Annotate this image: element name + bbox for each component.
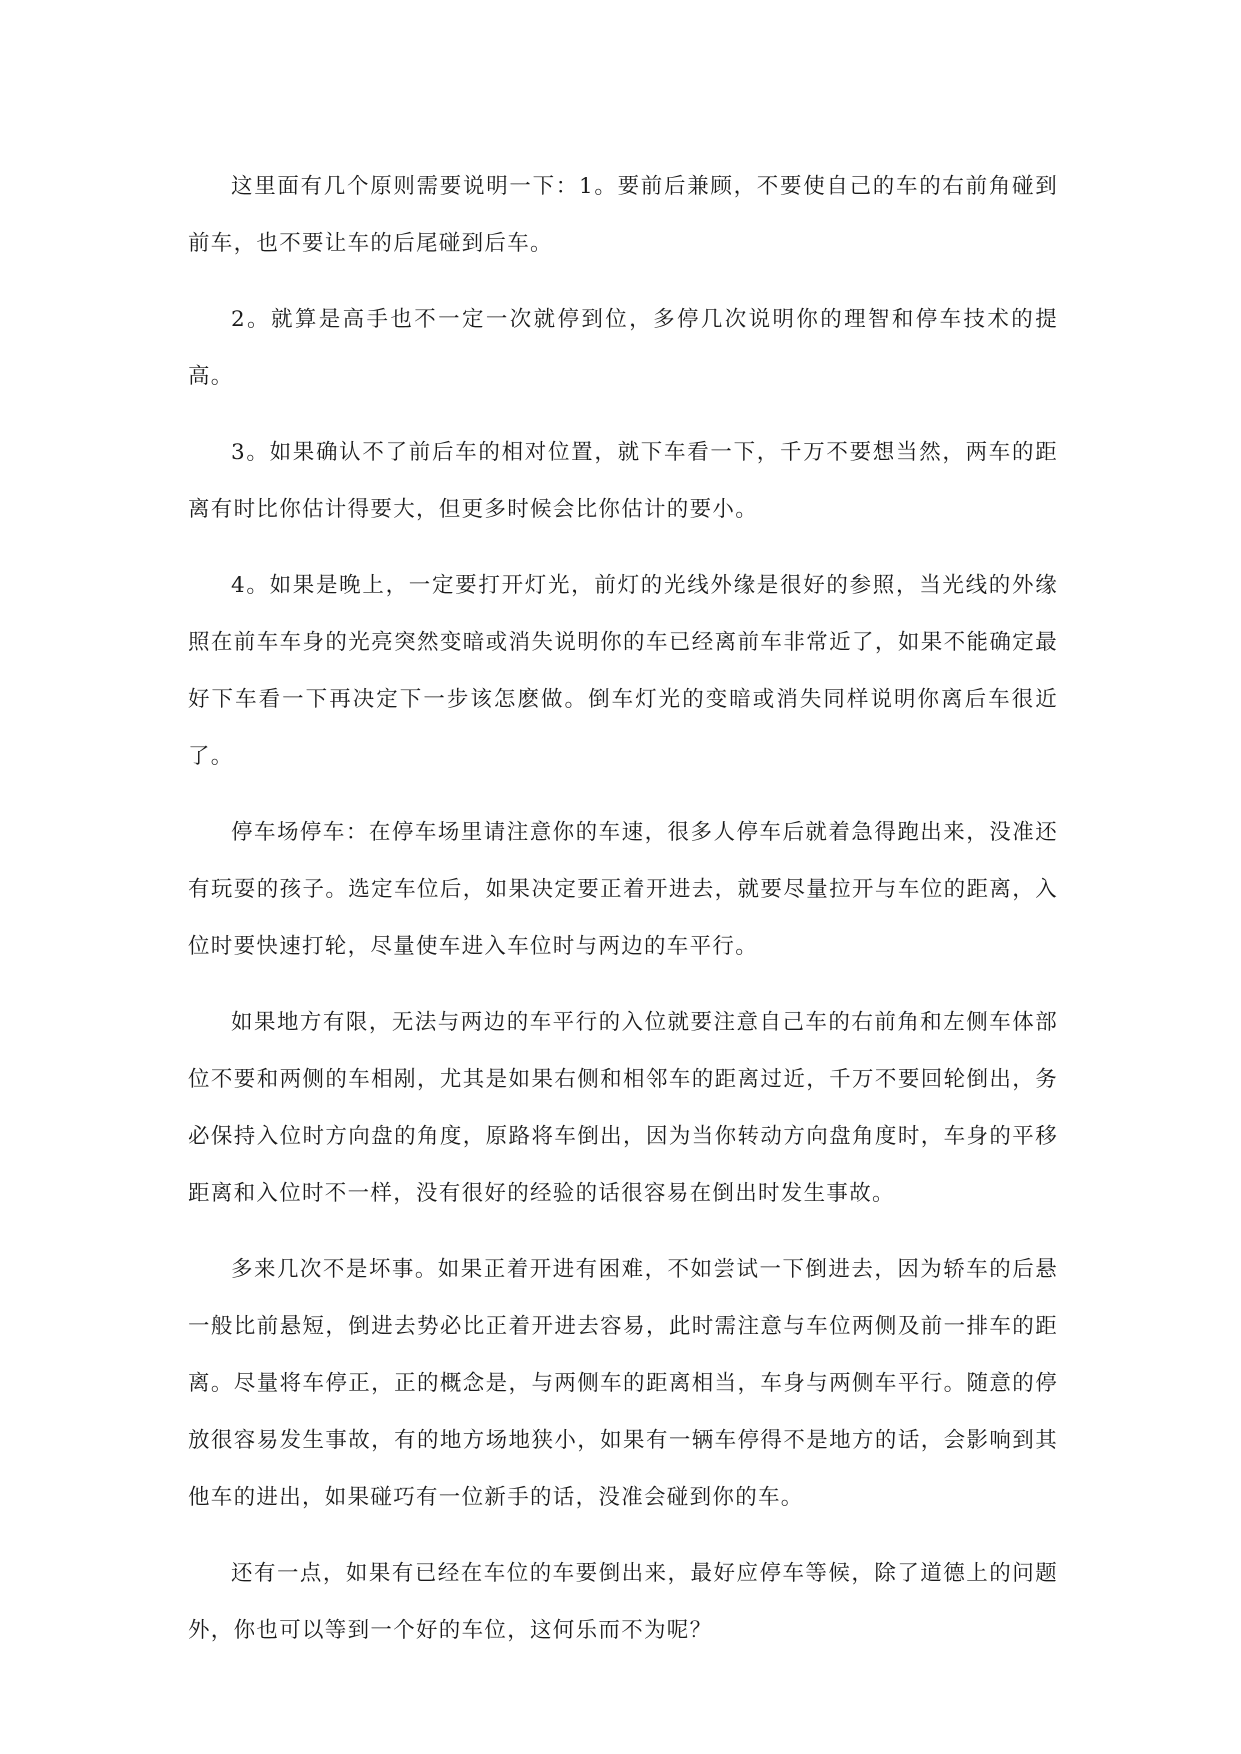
paragraph-gap — [188, 538, 1058, 557]
paragraph-gap — [188, 1222, 1058, 1241]
paragraph-principle-2: 2。就算是高手也不一定一次就停到位，多停几次说明你的理智和停车技术的提高。 — [188, 307, 1058, 389]
paragraph-limited-space: 如果地方有限，无法与两边的车平行的入位就要注意自己车的右前角和左侧车体部位不要和两侧的车相剐，尤其是如果右侧和相邻车的距离过近，千万不要回轮倒出，务必保持入位时方向盘的角度，原路将车倒出，因为当你转动方向盘角度时，车身的平移距离和入位时不一样，没有很好的经验的话很容易在倒出时发生事故。 — [188, 1010, 1058, 1206]
paragraph-principles-intro: 这里面有几个原则需要说明一下：1。要前后兼顾，不要使自己的车的右前角碰到前车，也不要让车的后尾碰到后车。 — [188, 174, 1058, 256]
paragraph-parking-lot: 停车场停车：在停车场里请注意你的车速，很多人停车后就着急得跑出来，没准还有玩耍的孩子。选定车位后，如果决定要正着开进去，就要尽量拉开与车位的距离，入位时要快速打轮，尽量使车进入车位时与两边的车平行。 — [188, 820, 1058, 959]
paragraph-reverse-in: 多来几次不是坏事。如果正着开进有困难，不如尝试一下倒进去，因为轿车的后悬一般比前悬短，倒进去势必比正着开进去容易，此时需注意与车位两侧及前一排车的距离。尽量将车停正，正的概念是，与两侧车的距离相当，车身与两侧车平行。随意的停放很容易发生事故，有的地方场地狭小，如果有一辆车停得不是地方的话，会影响到其他车的进出，如果碰巧有一位新手的话，没准会碰到你的车。 — [188, 1257, 1058, 1510]
paragraph-gap — [188, 405, 1058, 424]
paragraph-gap — [188, 785, 1058, 804]
paragraph-gap — [188, 975, 1058, 994]
paragraph-principle-3: 3。如果确认不了前后车的相对位置，就下车看一下，千万不要想当然，两车的距离有时比你估计得要大，但更多时候会比你估计的要小。 — [188, 440, 1058, 522]
paragraph-gap — [188, 272, 1058, 291]
document-body — [188, 158, 1058, 1659]
paragraph-waiting: 还有一点，如果有已经在车位的车要倒出来，最好应停车等候，除了道德上的问题外，你也可以等到一个好的车位，这何乐而不为呢？ — [188, 1561, 1058, 1643]
paragraph-principle-4: 4。如果是晚上，一定要打开灯光，前灯的光线外缘是很好的参照，当光线的外缘照在前车车身的光亮突然变暗或消失说明你的车已经离前车非常近了，如果不能确定最好下车看一下再决定下一步该怎麽做。倒车灯光的变暗或消失同样说明你离后车很近了。 — [188, 573, 1058, 769]
paragraph-gap — [188, 1526, 1058, 1545]
